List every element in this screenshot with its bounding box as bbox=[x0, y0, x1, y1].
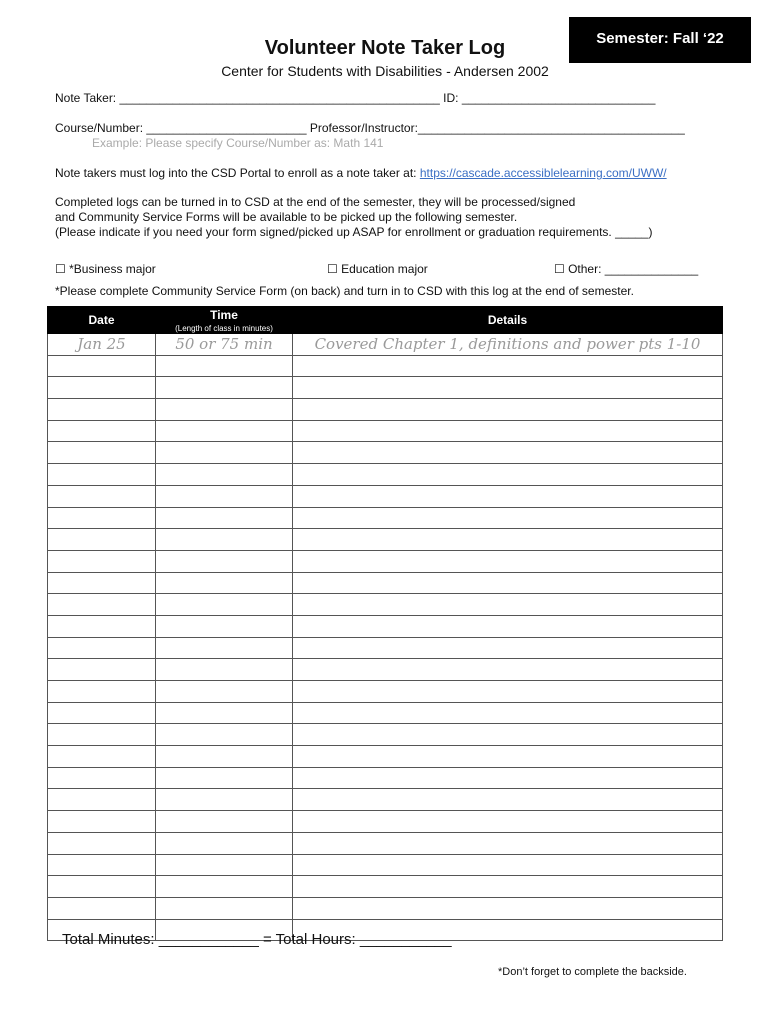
example-time-cell[interactable]: 50 or 75 min bbox=[156, 334, 293, 356]
date-cell[interactable] bbox=[48, 485, 156, 507]
details-cell[interactable] bbox=[293, 550, 723, 572]
table-row bbox=[48, 637, 723, 659]
table-row bbox=[48, 572, 723, 594]
details-cell[interactable] bbox=[293, 659, 723, 681]
details-cell[interactable] bbox=[293, 832, 723, 854]
details-cell[interactable] bbox=[293, 464, 723, 486]
date-cell[interactable] bbox=[48, 767, 156, 789]
table-row bbox=[48, 420, 723, 442]
table-row bbox=[48, 485, 723, 507]
time-cell[interactable] bbox=[156, 572, 293, 594]
date-cell[interactable] bbox=[48, 854, 156, 876]
completed-line-2: and Community Service Forms will be available to be picked up the following semester. bbox=[55, 210, 518, 224]
date-cell[interactable] bbox=[48, 529, 156, 551]
details-cell[interactable] bbox=[293, 876, 723, 898]
date-cell[interactable] bbox=[48, 355, 156, 377]
time-cell[interactable] bbox=[156, 507, 293, 529]
details-cell[interactable] bbox=[293, 594, 723, 616]
table-row bbox=[48, 746, 723, 768]
details-cell[interactable] bbox=[293, 637, 723, 659]
date-cell[interactable] bbox=[48, 876, 156, 898]
date-cell[interactable] bbox=[48, 377, 156, 399]
time-cell[interactable] bbox=[156, 832, 293, 854]
date-cell[interactable] bbox=[48, 789, 156, 811]
date-cell[interactable] bbox=[48, 659, 156, 681]
date-cell[interactable] bbox=[48, 615, 156, 637]
table-row bbox=[48, 876, 723, 898]
details-cell[interactable] bbox=[293, 789, 723, 811]
time-cell[interactable] bbox=[156, 897, 293, 919]
time-cell[interactable] bbox=[156, 550, 293, 572]
date-cell[interactable] bbox=[48, 832, 156, 854]
table-row bbox=[48, 702, 723, 724]
date-cell[interactable] bbox=[48, 507, 156, 529]
date-cell[interactable] bbox=[48, 420, 156, 442]
time-column-subheader: (Length of class in minutes) bbox=[175, 323, 273, 333]
course-example-hint: Example: Please specify Course/Number as: Math 141 bbox=[92, 136, 384, 150]
community-service-note: *Please complete Community Service Form (on back) and turn in to CSD with this log at the end of semester. bbox=[55, 284, 634, 298]
portal-text: Note takers must log into the CSD Portal to enroll as a note taker at: bbox=[55, 166, 420, 180]
table-row bbox=[48, 615, 723, 637]
details-column-header: Details bbox=[293, 307, 723, 334]
time-cell[interactable] bbox=[156, 485, 293, 507]
date-cell[interactable] bbox=[48, 594, 156, 616]
details-cell[interactable] bbox=[293, 485, 723, 507]
table-row bbox=[48, 832, 723, 854]
date-cell[interactable] bbox=[48, 897, 156, 919]
date-cell[interactable] bbox=[48, 702, 156, 724]
table-row bbox=[48, 377, 723, 399]
details-cell[interactable] bbox=[293, 767, 723, 789]
time-cell[interactable] bbox=[156, 399, 293, 421]
date-cell[interactable] bbox=[48, 811, 156, 833]
semester-badge: Semester: Fall ‘22 bbox=[569, 17, 751, 63]
details-cell[interactable] bbox=[293, 854, 723, 876]
details-cell[interactable] bbox=[293, 399, 723, 421]
portal-instructions bbox=[55, 166, 667, 180]
table-row bbox=[48, 442, 723, 464]
table-row bbox=[48, 550, 723, 572]
details-cell[interactable] bbox=[293, 377, 723, 399]
total-minutes-hours-line[interactable]: Total Minutes: ____________ = Total Hours: ___________ bbox=[62, 931, 452, 948]
date-cell[interactable] bbox=[48, 746, 156, 768]
time-cell[interactable] bbox=[156, 529, 293, 551]
note-taker-id-line[interactable]: Note Taker: ________________________________________________ ID: _____________________________ bbox=[55, 91, 656, 105]
other-major-checkbox[interactable]: ☐ Other: ______________ bbox=[554, 262, 699, 276]
table-row bbox=[48, 529, 723, 551]
table-row bbox=[48, 594, 723, 616]
date-column-header: Date bbox=[48, 307, 156, 334]
time-cell[interactable] bbox=[156, 702, 293, 724]
time-cell[interactable] bbox=[156, 637, 293, 659]
log-table bbox=[47, 306, 723, 941]
time-column-header: Time (Length of class in minutes) bbox=[156, 307, 293, 334]
time-cell[interactable] bbox=[156, 724, 293, 746]
date-cell[interactable] bbox=[48, 724, 156, 746]
time-cell[interactable] bbox=[156, 789, 293, 811]
time-cell[interactable] bbox=[156, 659, 293, 681]
portal-link[interactable]: https://cascade.accessiblelearning.com/UWW/ bbox=[419, 166, 667, 180]
example-details-cell[interactable]: Covered Chapter 1, definitions and power pts 1-10 bbox=[293, 334, 723, 356]
time-cell[interactable] bbox=[156, 854, 293, 876]
completed-line-1: Completed logs can be turned in to CSD at the end of the semester, they will be processed/signed bbox=[55, 195, 576, 209]
example-date-cell[interactable]: Jan 25 bbox=[48, 334, 156, 356]
table-row bbox=[48, 681, 723, 703]
date-cell[interactable] bbox=[48, 550, 156, 572]
page-subtitle: Center for Students with Disabilities - Andersen 2002 bbox=[221, 63, 549, 79]
table-header-row bbox=[48, 307, 723, 334]
table-row bbox=[48, 789, 723, 811]
time-cell[interactable] bbox=[156, 811, 293, 833]
date-cell[interactable] bbox=[48, 572, 156, 594]
backside-footnote: *Don’t forget to complete the backside. bbox=[498, 966, 687, 978]
time-cell[interactable] bbox=[156, 594, 293, 616]
details-cell[interactable] bbox=[293, 702, 723, 724]
completed-line-3: (Please indicate if you need your form signed/picked up ASAP for enrollment or graduation requirements. _____) bbox=[55, 225, 653, 239]
details-cell[interactable] bbox=[293, 897, 723, 919]
table-row bbox=[48, 767, 723, 789]
date-cell[interactable] bbox=[48, 442, 156, 464]
details-cell[interactable] bbox=[293, 724, 723, 746]
details-cell[interactable] bbox=[293, 746, 723, 768]
details-cell[interactable] bbox=[293, 529, 723, 551]
date-cell[interactable] bbox=[48, 399, 156, 421]
details-cell[interactable] bbox=[293, 442, 723, 464]
business-major-checkbox[interactable]: ☐ *Business major bbox=[55, 262, 156, 276]
time-cell[interactable] bbox=[156, 876, 293, 898]
table-row bbox=[48, 355, 723, 377]
table-row bbox=[48, 507, 723, 529]
time-cell[interactable] bbox=[156, 420, 293, 442]
details-cell[interactable] bbox=[293, 681, 723, 703]
time-cell[interactable] bbox=[156, 767, 293, 789]
time-cell[interactable] bbox=[156, 355, 293, 377]
date-cell[interactable] bbox=[48, 637, 156, 659]
table-row bbox=[48, 811, 723, 833]
table-row bbox=[48, 854, 723, 876]
details-cell[interactable] bbox=[293, 355, 723, 377]
details-cell[interactable] bbox=[293, 420, 723, 442]
details-cell[interactable] bbox=[293, 507, 723, 529]
education-major-checkbox[interactable]: ☐ Education major bbox=[327, 262, 428, 276]
table-row bbox=[48, 659, 723, 681]
details-cell[interactable] bbox=[293, 572, 723, 594]
date-cell[interactable] bbox=[48, 464, 156, 486]
time-cell[interactable] bbox=[156, 377, 293, 399]
page-title: Volunteer Note Taker Log bbox=[264, 37, 506, 59]
course-professor-line[interactable]: Course/Number: ________________________ Professor/Instructor:________________________________________ bbox=[55, 121, 685, 135]
time-cell[interactable] bbox=[156, 746, 293, 768]
table-row bbox=[48, 897, 723, 919]
table-row bbox=[48, 724, 723, 746]
date-cell[interactable] bbox=[48, 681, 156, 703]
table-row bbox=[48, 464, 723, 486]
details-cell[interactable] bbox=[293, 811, 723, 833]
time-cell[interactable] bbox=[156, 615, 293, 637]
time-cell[interactable] bbox=[156, 464, 293, 486]
time-cell[interactable] bbox=[156, 681, 293, 703]
table-row bbox=[48, 399, 723, 421]
details-cell[interactable] bbox=[293, 615, 723, 637]
table-row bbox=[48, 334, 723, 356]
time-cell[interactable] bbox=[156, 442, 293, 464]
